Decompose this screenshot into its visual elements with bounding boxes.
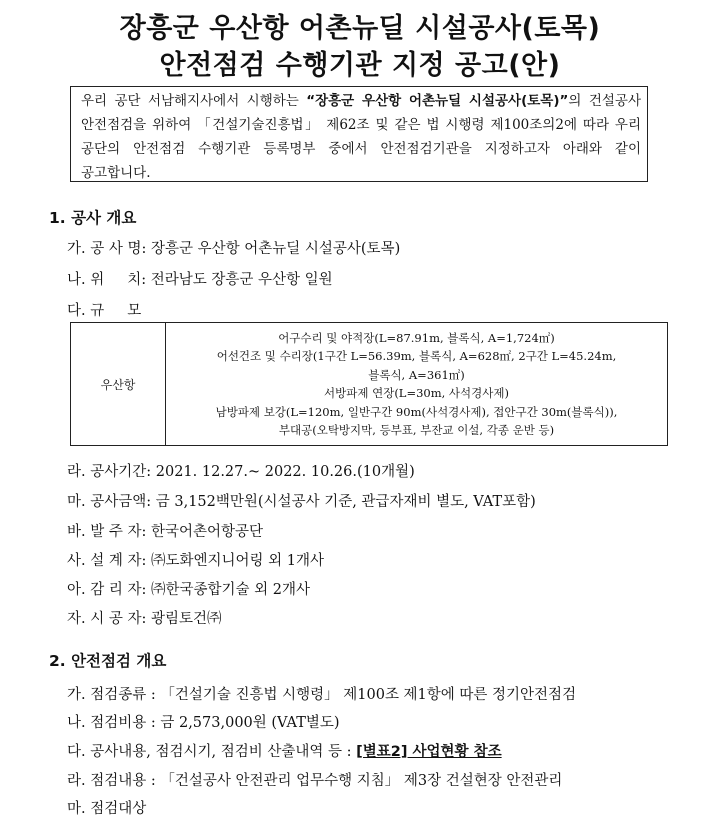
location-label: 나. 위 치: — [67, 272, 151, 288]
inspection-scope-label: 라. 점검내용 : — [67, 773, 161, 789]
scale-line: 부대공(오탁방지막, 등부표, 부잔교 이설, 각종 운반 등) — [278, 423, 555, 437]
notice-text-pre: 우리 공단 서남해지사에서 시행하는 — [81, 93, 307, 109]
designer-value: ㈜도화엔지니어링 외 1개사 — [150, 553, 324, 569]
section1-heading: 1. 공사 개요 — [49, 209, 137, 227]
notice-text-post: 의 건설공사 안전점검을 위하여 「건설기술진흥법」 제62조 및 같은 법 시행령 제100조의2에 따라 우리 공단의 안전점검 수행기관 등록명부 중에서 안전점검기관을 지정하고자 아래와 같이 공고합니다. — [81, 93, 641, 181]
attachment-reference: [별표2] 사업현황 참조 — [356, 744, 502, 760]
work-content-row — [67, 740, 502, 761]
document-title-line2: 안전점검 수행기관 지정 공고(안) — [159, 50, 561, 81]
project-name-value: 장흥군 우산항 어촌뉴딜 시설공사(토목) — [150, 241, 401, 257]
scale-line: 블록식, A=361㎡) — [368, 367, 465, 382]
supervisor-label: 아. 감 리 자: — [67, 582, 151, 598]
period-label: 라. 공사기간: — [67, 464, 156, 480]
inspection-type-label: 가. 점검종류 : — [67, 687, 161, 703]
inspection-scope-value: 「건설공사 안전관리 업무수행 지침」 제3장 건설현장 안전관리 — [160, 773, 563, 789]
inspection-cost-value: 금 2,573,000원 (VAT별도) — [160, 715, 340, 731]
designer-row — [67, 549, 324, 570]
scale-detail-cell — [166, 323, 668, 446]
amount-value: 금 3,152백만원(시설공사 기준, 관급자재비 별도, VAT포함) — [155, 494, 536, 510]
scale-line: 어선건조 및 수리장(1구간 L=56.39m, 블록식, A=628㎡, 2구간 L=45.24m, — [216, 349, 617, 363]
notice-box — [70, 86, 648, 182]
client-value: 한국어촌어항공단 — [150, 524, 264, 540]
scale-table — [70, 322, 668, 446]
scale-line: 어구수리 및 야적장(L=87.91m, 블록식, A=1,724㎡) — [278, 330, 555, 345]
period-value: 2021. 12.27.~ 2022. 10.26.(10개월) — [155, 464, 415, 480]
inspection-type-row — [67, 683, 576, 704]
site-name-cell: 우산항 — [71, 323, 166, 446]
inspection-scope-row — [67, 769, 562, 790]
location-value: 전라남도 장흥군 우산항 일원 — [150, 272, 333, 288]
contractor-row — [67, 607, 222, 628]
amount-row — [67, 490, 536, 511]
inspection-cost-label: 나. 점검비용 : — [67, 715, 161, 731]
document-title-line1: 장흥군 우산항 어촌뉴딜 시설공사(토목) — [119, 13, 601, 44]
table-row — [71, 323, 668, 446]
inspection-type-value: 「건설기술 진흥법 시행령」 제100조 제1항에 따른 정기안전점검 — [160, 687, 577, 703]
work-content-label: 다. 공사내용, 점검시기, 점검비 산출내역 등 : — [67, 744, 357, 760]
period-row — [67, 460, 415, 481]
scale-line: 서방파제 연장(L=30m, 사석경사제) — [324, 386, 509, 400]
contractor-label: 자. 시 공 자: — [67, 611, 151, 627]
inspection-target-row — [67, 797, 146, 818]
location-row — [67, 268, 333, 289]
client-label: 바. 발 주 자: — [67, 524, 151, 540]
notice-project-name: “장흥군 우산항 어촌뉴딜 시설공사(토목)” — [306, 93, 569, 109]
inspection-target-label: 마. 점검대상 — [67, 801, 147, 817]
scale-label: 다. 규 모 — [67, 303, 142, 319]
supervisor-value: ㈜한국종합기술 외 2개사 — [150, 582, 310, 598]
project-name-label: 가. 공 사 명: — [67, 241, 151, 257]
supervisor-row — [67, 578, 310, 599]
designer-label: 사. 설 계 자: — [67, 553, 151, 569]
client-row — [67, 520, 263, 541]
amount-label: 마. 공사금액: — [67, 494, 156, 510]
project-name-row — [67, 237, 400, 258]
scale-line: 남방파제 보강(L=120m, 일반구간 90m(사석경사제), 접안구간 30m(블록식)), — [215, 404, 618, 419]
section2-heading: 2. 안전점검 개요 — [49, 652, 167, 670]
inspection-cost-row — [67, 711, 340, 732]
contractor-value: 광림토건㈜ — [150, 611, 222, 627]
scale-row — [67, 299, 141, 320]
